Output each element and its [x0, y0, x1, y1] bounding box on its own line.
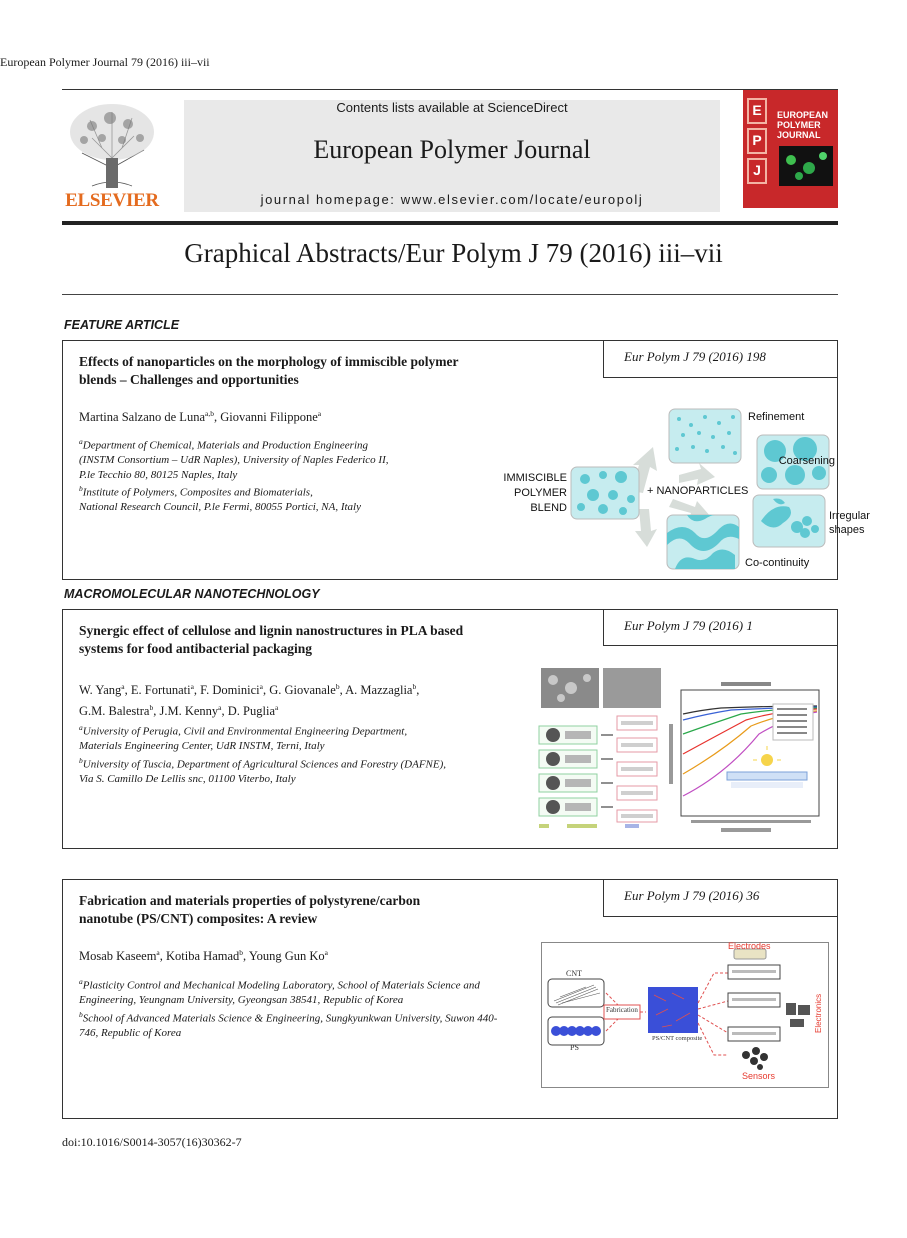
refinement-box: [669, 409, 741, 463]
ga-ps-label: PS: [570, 1043, 579, 1052]
cover-letter-j: J: [747, 158, 767, 184]
authors-line-2: G.M. Balestra$^b$, J.M. Kenny$^a$, D. Puglia$^a$: [79, 703, 279, 719]
journal-homepage-link[interactable]: journal homepage: www.elsevier.com/locate/europolj: [260, 192, 644, 207]
ga-nanoparticles-label: + NANOPARTICLES: [647, 485, 749, 497]
article-title[interactable]: Synergic effect of cellulose and lignin nanostructures in PLA based systems for food antibacterial packaging: [79, 623, 464, 656]
graphical-abstract: [443, 403, 870, 573]
graphical-abstract: [541, 942, 829, 1088]
ga-refinement-label: Refinement: [748, 411, 805, 423]
ga-irregular-label: Irregular shapes: [829, 510, 870, 536]
article-title[interactable]: Effects of nanoparticles on the morphology of immiscible polymer blends – Challenges and opportunities: [79, 354, 459, 387]
ga-cnt-label: CNT: [566, 969, 582, 978]
page-title: Graphical Abstracts/Eur Polym J 79 (2016) iii–vii: [184, 238, 723, 268]
article-card[interactable]: [62, 879, 838, 1119]
article-card[interactable]: [62, 609, 838, 849]
contents-line: Contents lists available at ScienceDirect: [336, 100, 568, 115]
header-thick-rule: [62, 221, 838, 225]
cover-letter-e: E: [747, 98, 767, 124]
article-authors: Mosab Kaseem$^a$, Kotiba Hamad$^b$, Young Gun Ko$^a$: [79, 948, 328, 964]
graphical-abstract: [531, 664, 831, 840]
article-affiliations: $^a$University of Perugia, Civil and Environmental Engineering Department, Materials Engineering Center, UdR INSTM, Terni, Italy $^b$University of Tuscia, Department of Agricultural Sciences and Forestry (DAFNE), Via S. Camillo De Lellis snc, 01100 Viterbo, Italy: [79, 723, 447, 785]
doi-link[interactable]: doi:10.1016/S0014-3057(16)30362-7: [62, 1135, 242, 1149]
ga-electrodes-label: Electrodes: [728, 941, 771, 951]
ga-composite-label: PS/CNT composite: [652, 1035, 703, 1042]
article-authors: [79, 678, 419, 720]
article-citation[interactable]: Eur Polym J 79 (2016) 198: [603, 341, 837, 378]
ga-electronics-label: Electronics: [814, 993, 823, 1033]
cover-image: [779, 146, 833, 186]
irregular-box: [753, 495, 825, 547]
authors-line-1: W. Yang$^a$, E. Fortunati$^a$, F. Dominici$^a$, G. Giovanale$^b$, A. Mazzaglia$^b$,: [79, 682, 420, 698]
section-label-feature: FEATURE ARTICLE: [64, 318, 180, 332]
blend-box: [571, 467, 639, 519]
article-affiliations: $^a$Department of Chemical, Materials and Production Engineering (INSTM Consortium – UdR Naples), University of Naples Federico II, P.le Tecchio 80, 80125 Naples, Italy $^b$Institute of Polymers, Composites and Biomaterials, National Research Council, P.le Fermi, 80055 Portici, NA, Italy: [79, 437, 389, 514]
elsevier-wordmark: ELSEVIER: [65, 190, 159, 211]
journal-name: European Polymer Journal: [313, 135, 591, 164]
ga-cocontinuity-label: Co-continuity: [745, 557, 810, 569]
article-card[interactable]: [62, 340, 870, 580]
cover-letter-p: P: [747, 128, 767, 154]
title-rule: [62, 294, 838, 295]
pscnt-diagram: [542, 943, 828, 1087]
article-citation[interactable]: Eur Polym J 79 (2016) 1: [603, 610, 837, 646]
article-citation[interactable]: Eur Polym J 79 (2016) 36: [603, 880, 837, 917]
header-rule: [62, 89, 838, 90]
cocontinuity-box: [667, 515, 739, 569]
section-label-macro: MACROMOLECULAR NANOTECHNOLOGY: [64, 587, 320, 601]
cover-title: EUROPEAN POLYMER JOURNAL: [777, 110, 829, 140]
ga-coarsening-label: Coarsening: [778, 455, 835, 467]
ga-blend-label: IMMISCIBLE POLYMER BLEND: [503, 472, 567, 514]
article-authors: Martina Salzano de Luna$^{a,b}$, Giovanni Filippone$^a$: [79, 409, 322, 425]
article-affiliations: $^a$Plasticity Control and Mechanical Modeling Laboratory, School of Materials Science and Engineering, Yeungnam University, Gyeongsan 38541, Republic of Korea $^b$School of Advanced Materials Science & Engineering, Sungkyunkwan University, Suwon 440- 746, Republic of Korea: [79, 977, 498, 1039]
journal-cover: [743, 90, 838, 208]
article-title[interactable]: Fabrication and materials properties of polystyrene/carbon nanotube (PS/CNT) composites: A review: [79, 893, 421, 926]
ga-sensors-label: Sensors: [742, 1071, 776, 1081]
ga-fabrication-label: Fabrication: [606, 1006, 638, 1014]
running-head: European Polymer Journal 79 (2016) iii–vii: [0, 55, 210, 69]
